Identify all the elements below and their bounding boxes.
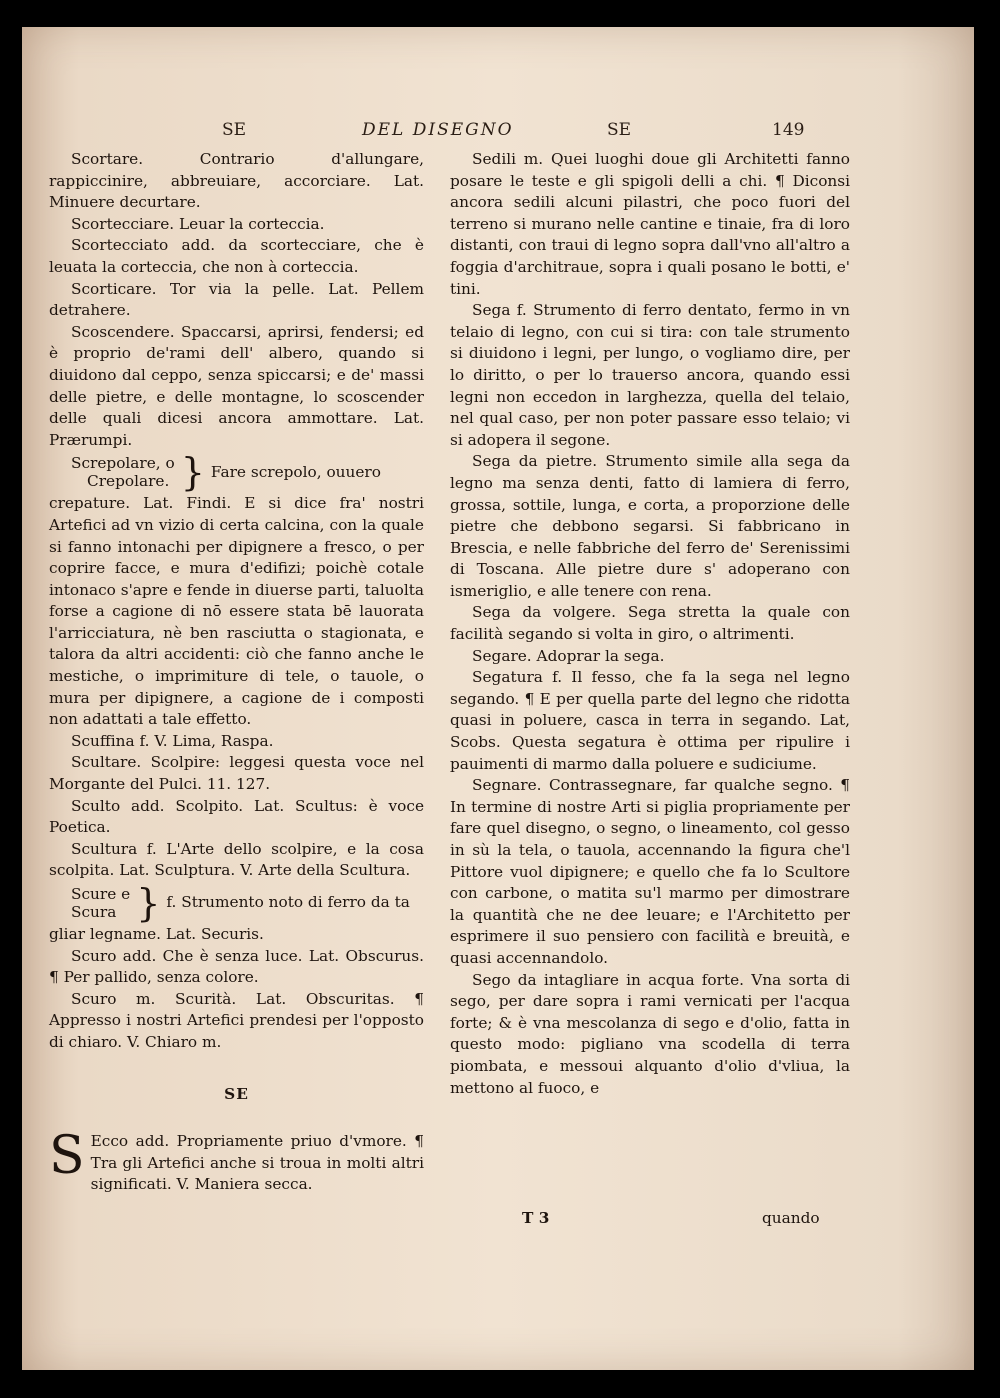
page-number: 149 [772,120,805,140]
entry-secco-text: Ecco add. Propriamente priuo d'vmore. ¶ Tra gli Artefici anche si troua in molti altri significati. V. Maniera secca. [90,1132,424,1194]
brace-definition: Fare screpolo, ouuero [210,462,381,481]
brace-term-1: Screpolare, o [71,454,175,473]
drop-cap: S [49,1126,85,1187]
entry-sculto: Sculto add. Scolpito. Lat. Scultus: è voce Poetica. [49,796,424,837]
left-column [49,149,424,1196]
entry-screpolare: crepature. Lat. Findi. E si dice fra' nostri Artefici ad vn vizio di certa calcina, con la quale si fanno intonachi per dipignere a fresco, o per coprire facce, e mura d'edifizi; poichè cotale intonaco s'apre e fende in diuerse parti, taluolta forse a cagione di nō essere stata bē lauorata l'arricciatura, nè ben rasciutta o stagionata, e talora da altri accidenti: ciò che fanno anche le mestiche, o imprimiture di tele, o tauole, o mura per dipignere, a cagione de i composti non adattati a tale effetto. [49,494,424,729]
running-head [212,120,812,142]
entry-sego: Sego da intagliare in acqua forte. Vna sorta di sego, per dare sopra i rami vernicati per l'acqua forte; & è vna mescolanza di sego e d'olio, fatta in questo modo: pigliano vna scodella di terra piombata, e messoui alquanto d'olio d'vliua, la mettono al fuoco, e [450,970,850,1097]
entry-scortecciato: Scortecciato add. da scortecciare, che è leuata la corteccia, che non à corteccia. [49,236,424,276]
signature-mark: T 3 [522,1209,550,1227]
section-heading: SE [224,1084,249,1103]
entry-scortare: Scortare. Contrario d'allungare, rappiccinire, abbreuiare, accorciare. Lat. Minuere decurtare. [49,150,424,212]
entry-scure: gliar legname. Lat. Securis. [49,925,264,943]
entry-scultura: Scultura f. L'Arte dello scolpire, e la cosa scolpita. Lat. Sculptura. V. Arte della Scultura. [49,839,424,880]
brace-glyph-2: } [136,881,161,925]
brace-term-2: Crepolare. [87,472,170,491]
entry-scure-brace [49,881,424,925]
entry-sega-da-volgere: Sega da volgere. Sega stretta la quale con facilità segando si volta in giro, o altrimenti. [450,603,850,644]
brace-term-3: Scure e [71,885,131,903]
header-right: SE [607,120,632,140]
entry-screpolare-brace [49,450,424,495]
book-page [22,27,974,1370]
entry-scorticare: Scorticare. Tor via la pelle. Lat. Pellem detrahere. [49,279,424,320]
header-left: SE [222,120,247,140]
entry-sega: Sega f. Strumento di ferro dentato, fermo in vn telaio di legno, con cui si tira: con tale strumento si diuidono i legni, per lungo, o vogliamo dire, per lo diritto, o per lo trauerso ancora, quando essi legni non eccedon in larghezza, quella del telaio, nel qual caso, per non poter passare esso telaio; vi si adopera il segone. [450,301,850,449]
entry-scuro-add: Scuro add. Che è senza luce. Lat. Obscurus. ¶ Per pallido, senza colore. [49,946,424,987]
brace-term-4: Scura [71,903,117,921]
entry-scortecciare: Scortecciare. Leuar la corteccia. [71,214,325,233]
entry-scuro-m: Scuro m. Scurità. Lat. Obscuritas. ¶ Appresso i nostri Artefici prendesi per l'opposto di chiaro. V. Chiaro m. [49,989,424,1051]
entry-sedili: Sedili m. Quei luoghi doue gli Architetti fanno posare le teste e gli spigoli delli a chi. ¶ Diconsi ancora sedili alcuni pilastri, che poco fuori del terreno si murano nelle cantine e tinaie, fra di loro distanti, con traui di legno sopra dall'vno all'altro a foggia d'architraue, sopra i quali posano le botti, e' tini. [450,150,850,298]
entry-segnare: Segnare. Contrassegnare, far qualche segno. ¶ In termine di nostre Arti si piglia propriamente per fare quel disegno, o segno, o lineamento, col gesso in sù la tela, o tauola, accennando la figura che'l Pittore vuol dipignere; e quello che fa lo Scultore con carbone, o matita su'l marmo per dimostrare la quantità che ne dee leuare; e l'Architetto per esprimere il suo pensiero con facilità e breuità, e quasi accennandolo. [450,776,850,967]
entry-scuffina: Scuffina f. V. Lima, Raspa. [71,731,274,750]
brace-definition-2: f. Strumento noto di ferro da ta [166,893,410,912]
entry-scultare: Scultare. Scolpire: leggesi questa voce nel Morgante del Pulci. 11. 127. [49,753,424,794]
header-title: DEL DISEGNO [362,120,514,140]
entry-sega-da-pietre: Sega da pietre. Strumento simile alla sega da legno ma senza denti, fatto di lamiera di ferro, grossa, sottile, lunga, e corta, a proporzione delle pietre che debbono segarsi. Si fabbricano in Brescia, e nelle fabbriche del ferro de' Serenissimi di Toscana. Alle pietre dure s' adoperano con ismeriglio, e alle tenere con rena. [450,452,850,600]
entry-scoscendere: Scoscendere. Spaccarsi, aprirsi, fendersi; ed è proprio de'rami dell' albero, quando si diuidono dal ceppo, senza spiccarsi; e de' massi delle pietre, e delle montagne, lo scoscender delle quali dicesi ancora ammottare. Lat. Prærumpi. [49,322,424,449]
entry-segatura: Segatura f. Il fesso, che fa la sega nel legno segando. ¶ E per quella parte del legno che ridotta quasi in poluere, casca in terra in segando. Lat, Scobs. Questa segatura è ottima per ripulire i pauimenti di marmo dalla poluere e sudiciume. [450,668,850,773]
entry-secco [49,1126,424,1196]
brace-glyph: } [180,450,205,495]
entry-segare: Segare. Adoprar la sega. [472,646,665,665]
catchword: quando [762,1209,820,1227]
right-column [450,149,850,1099]
